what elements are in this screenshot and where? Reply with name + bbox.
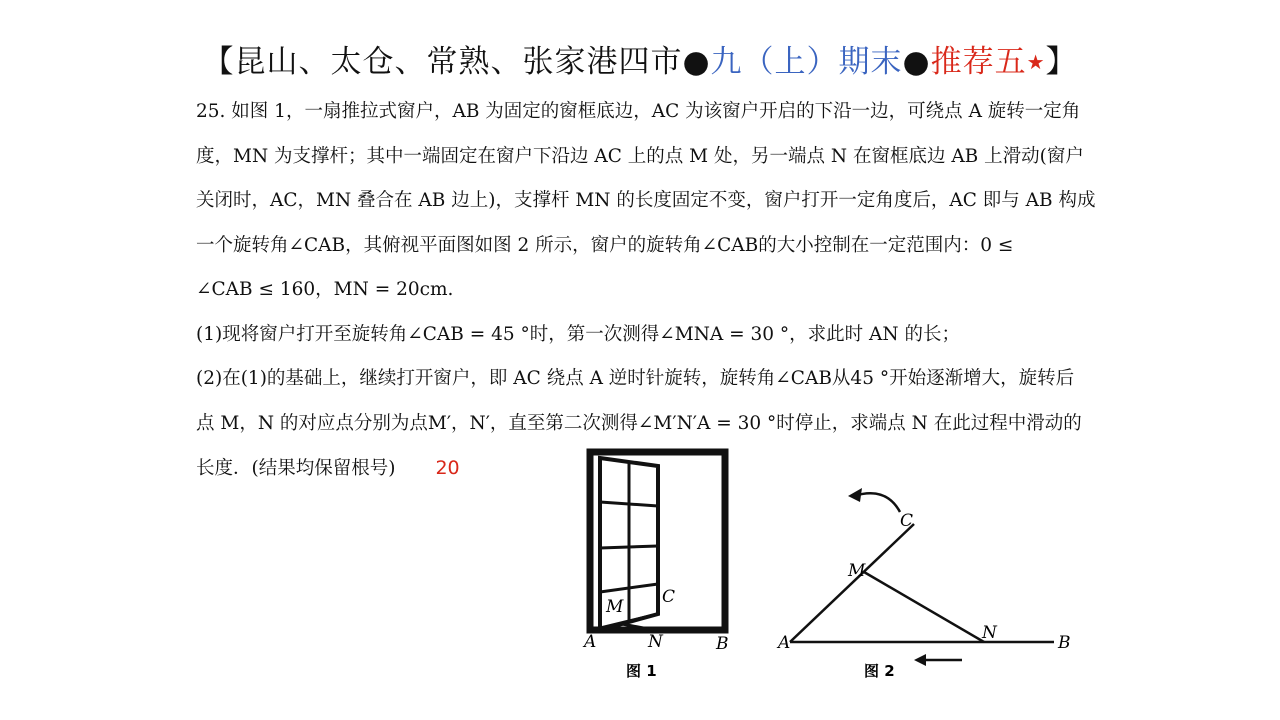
fig1-label-A: A [584, 632, 597, 652]
fig2-edge-AC [790, 524, 914, 642]
star-icon: ★ [1026, 50, 1046, 74]
problem-line-1: 25. 如图 1，一扇推拉式窗户，AB 为固定的窗框底边，AC 为该窗户开启的下沿一边，可绕点 A 旋转一定角 [196, 101, 1081, 122]
fig2-strut-MN [864, 572, 984, 642]
slide-arrow-head [914, 654, 926, 666]
fig2-caption: 图 2 [864, 662, 895, 680]
problem-line-7: (2)在(1)的基础上，继续打开窗户，即 AC 绕点 A 逆时针旋转，旋转角∠CAB从45 °开始逐渐增大，旋转后 [196, 368, 1075, 389]
problem-line-2: 度，MN 为支撑杆；其中一端固定在窗户下沿边 AC 上的点 M 处，另一端点 N 在窗框底边 AB 上滑动(窗户 [196, 145, 1084, 167]
title-part2: 九（上）期末 [710, 44, 903, 80]
title-bracket-close: 】 [1045, 44, 1078, 80]
fig2-label-M: M [848, 561, 866, 581]
fig2-label-A: A [778, 633, 791, 653]
title-dot2: ● [902, 44, 931, 80]
fig2-label-N: N [982, 623, 997, 643]
fig1-caption: 图 1 [626, 662, 657, 680]
figure-1 [578, 444, 748, 684]
fig1-label-N: N [648, 632, 663, 652]
rotation-arrow-head [848, 488, 862, 502]
problem-line-8: 点 M，N 的对应点分别为点M′，N′，直至第二次测得∠M′N′A = 30 °时停止，求端点 N 在此过程中滑动的 [196, 412, 1082, 434]
sash-rail-1 [600, 502, 658, 506]
title-bracket-open: 【 [202, 44, 235, 80]
problem-text [196, 90, 1126, 491]
figure-2 [770, 478, 1090, 684]
sash-rail-2 [600, 546, 658, 548]
problem-line-5: ∠CAB ≤ 160，MN = 20cm. [196, 279, 454, 300]
fig1-label-C: C [662, 587, 676, 607]
fig1-label-M: M [606, 597, 624, 617]
answer-text: 20 [435, 457, 460, 479]
title-part1: 昆山、太仓、常熟、张家港四市 [234, 44, 683, 80]
problem-line-9: 长度．(结果均保留根号) [196, 458, 396, 479]
page-title [0, 36, 1280, 81]
fig2-label-B: B [1058, 633, 1071, 653]
fig1-label-B: B [716, 634, 729, 654]
problem-line-6: (1)现将窗户打开至旋转角∠CAB = 45 °时，第一次测得∠MNA = 30 °，求此时 AN 的长； [196, 323, 960, 345]
rotation-arrow [854, 493, 900, 512]
fig2-label-C: C [900, 511, 914, 531]
title-part3: 推荐五 [930, 44, 1027, 80]
problem-line-4: 一个旋转角∠CAB，其俯视平面图如图 2 所示，窗户的旋转角∠CAB的大小控制在一定范围内：0 ≤ [196, 234, 1014, 256]
problem-line-3: 关闭时，AC，MN 叠合在 AB 边上)，支撑杆 MN 的长度固定不变，窗户打开一定角度后，AC 即与 AB 构成 [196, 190, 1096, 211]
title-dot1: ● [682, 44, 711, 80]
